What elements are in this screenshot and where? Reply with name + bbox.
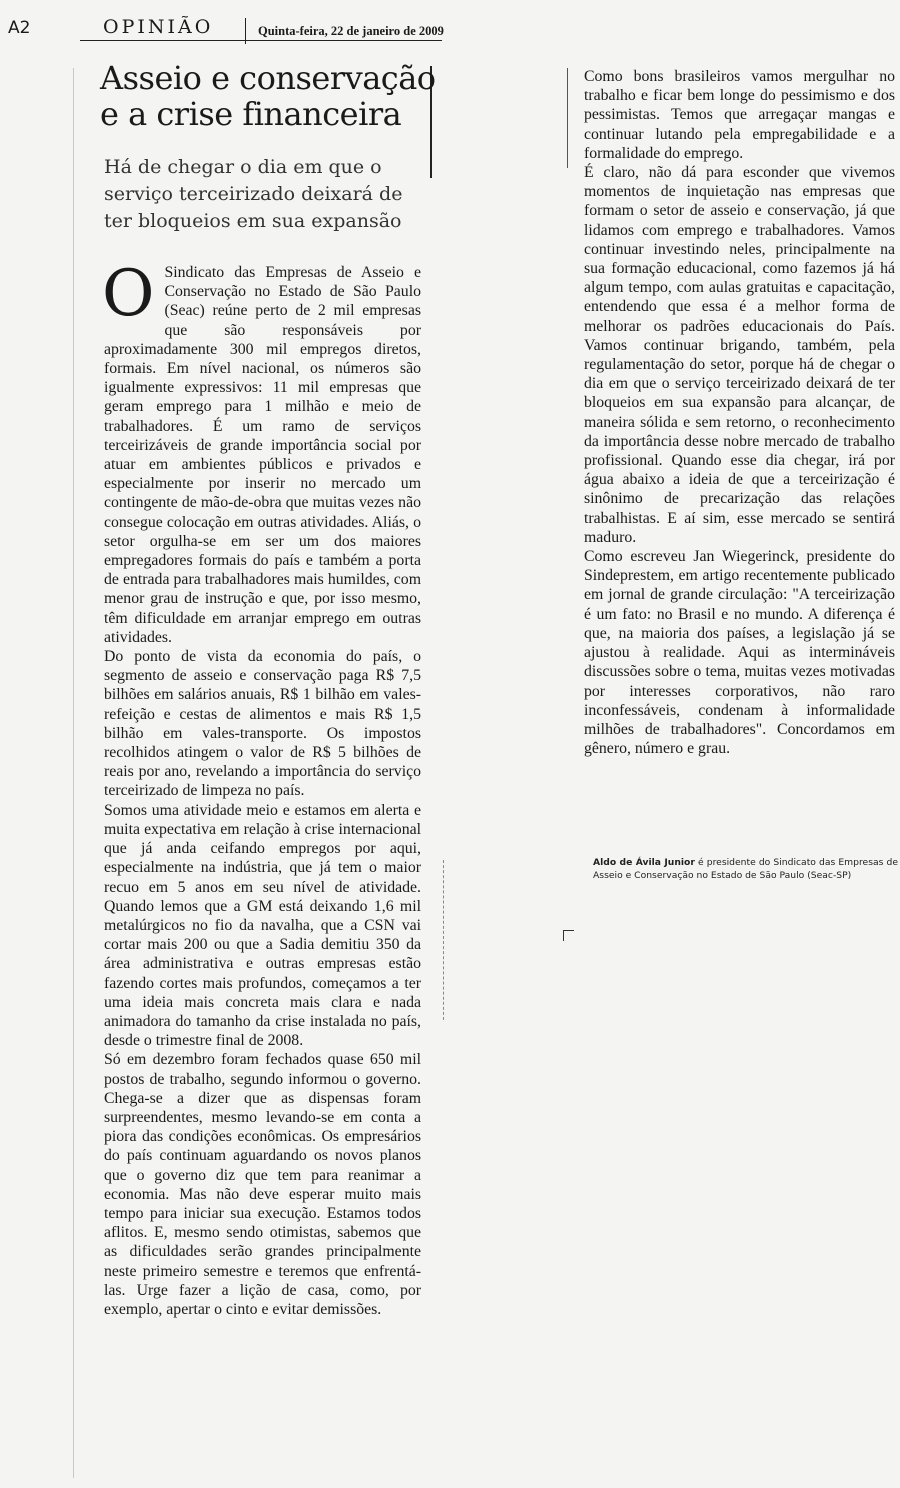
article-paragraph: Somos uma atividade meio e estamos em alerta e muita expectativa em relação à crise internacional que já anda ceifando empregos por aqui, especialmente na indústria, que já tem o maior recuo em 5 anos em seu nível de atividade. Quando lemos que a GM está deixando 1,6 mil metalúrgicos no fio da navalha, que a CSN vai cortar mais 200 ou que a Sadia demitiu 350 da área administrativa e outras empresas estão fazendo cortes mais profundos, começamos a ter uma ideia mais concreta mais clara e nada animadora do tamanho da crise instalada no país, desde o trimestre final de 2008. — [104, 801, 421, 1050]
author-bio: é presidente do Sindicato das Empresas de Asseio e Conservação no Estado de São Paulo (Seac-SP) — [593, 857, 898, 881]
article-paragraph — [102, 257, 421, 647]
paragraph-text: Sindicato das Empresas de Asseio e Conservação no Estado de São Paulo (Seac) reúne perto de 2 mil empresas que são responsáveis por aproximadamente 300 mil empregos diretos, formais. Em nível nacional, os números são igualmente expressivos: 11 mil empresas que geram emprego para 1 milhão e meio de trabalhadores. É um ramo de serviços terceirizáveis de grande importância social por atuar em ambientes públicos e privados e especialmente por inserir no mercado um contingente de mão-de-obra que muitas vezes não consegue colocação em outras atividades. Aliás, o setor orgulha-se em ser um dos maiores empregadores formais do país e também a porta de entrada para trabalhadores mais humildes, com menor grau de instrução e que, por isso mesmo, têm dificuldade em arranjar emprego em outras atividades. — [104, 264, 421, 646]
article-title: Asseio e conservação e a crise financeira — [100, 59, 436, 133]
article-paragraph: Como bons brasileiros vamos mergulhar no trabalho e ficar bem longe do pessimismo e dos pessimistas. Temos que arregaçar mangas e continuar lutando pela empregabilidade e a formalidade do emprego. — [584, 68, 895, 162]
article-paragraph: Do ponto de vista da economia do país, o segmento de asseio e conservação paga R$ 7,5 bilhões em salários anuais, R$ 1 bilhão em vales-refeição e cestas de alimentos e mais R$ 1,5 bilhão em vales-transporte. Os impostos recolhidos atingem o valor de R$ 5 bilhões de reais por ano, revelando a importância do serviço terceirizado de limpeza no país. — [104, 648, 421, 800]
left-margin-line — [73, 68, 74, 1478]
author-name: Aldo de Ávila Junior — [593, 857, 695, 868]
article-subtitle: Há de chegar o dia em que o serviço terceirizado deixará de ter bloqueios em sua expansão — [104, 156, 403, 232]
article-left-column — [102, 257, 421, 1319]
page-number: A2 — [8, 18, 31, 38]
article-paragraph: É claro, não dá para esconder que vivemos momentos de inquietação nas empresas que formam o setor de asseio e conservação, já que lidamos com emprego e trabalhadores. Vamos continuar investindo neles, principalmente na sua formação educacional, como fazemos já há algum tempo, com aulas gratuitas e capacitação, entendendo que essa é a melhor forma de melhorar os padrões educacionais do País. Vamos continuar brigando, também, pela regulamentação do setor, porque há de chegar o dia em que o serviço terceirizado deixará de ter bloqueios em sua expansão para alcançar, de maneira sólida e sem retorno, o reconhecimento da importância desse nobre mercado de trabalho profissional. Quando esse dia chegar, irá por água abaixo a ideia de que a terceirização é sinônimo de precarização das relações trabalhistas. E aí sim, esse mercado se sentirá maduro. — [584, 164, 895, 546]
right-column-rule — [567, 68, 568, 168]
author-signature — [593, 856, 898, 882]
publication-date: Quinta-feira, 22 de janeiro de 2009 — [258, 24, 444, 38]
article-right-column — [584, 67, 895, 758]
left-column-edge — [443, 860, 445, 1020]
header-rule — [80, 40, 442, 41]
corner-mark — [563, 930, 574, 941]
article-paragraph: Como escreveu Jan Wiegerinck, presidente do Sindeprestem, em artigo recentemente publicado em jornal de grande circulação: "A terceirização é um fato: no Brasil e no mundo. A diferença é que, na maioria dos países, a legislação já se ajustou à realidade. Aqui as intermináveis discussões sobre o tema, muitas vezes motivadas por interesses corporativos, não raro inconfessáveis, condenam à informalidade milhões de trabalhadores". Concordamos em gênero, número e grau. — [584, 548, 895, 758]
section-title: OPINIÃO — [103, 16, 214, 38]
article-paragraph: Só em dezembro foram fechados quase 650 mil postos de trabalho, segundo informou o governo. Chega-se a dizer que as dispensas foram surpreendentes, mesmo levando-se em conta a piora das condições econômicas. Os empresários do país continuam aguardando os novos planos que o governo diz que tem para reanimar a economia. Mas não deve esperar muito mais tempo para iniciar sua execução. Estamos todos aflitos. E, mesmo sendo otimistas, sabemos que as dificuldades serão grandes principalmente neste primeiro semestre e teremos que enfrentá-las. Urge fazer a lição de casa, como, por exemplo, apertar o cinto e evitar demissões. — [104, 1051, 421, 1318]
drop-cap: O — [102, 257, 155, 331]
